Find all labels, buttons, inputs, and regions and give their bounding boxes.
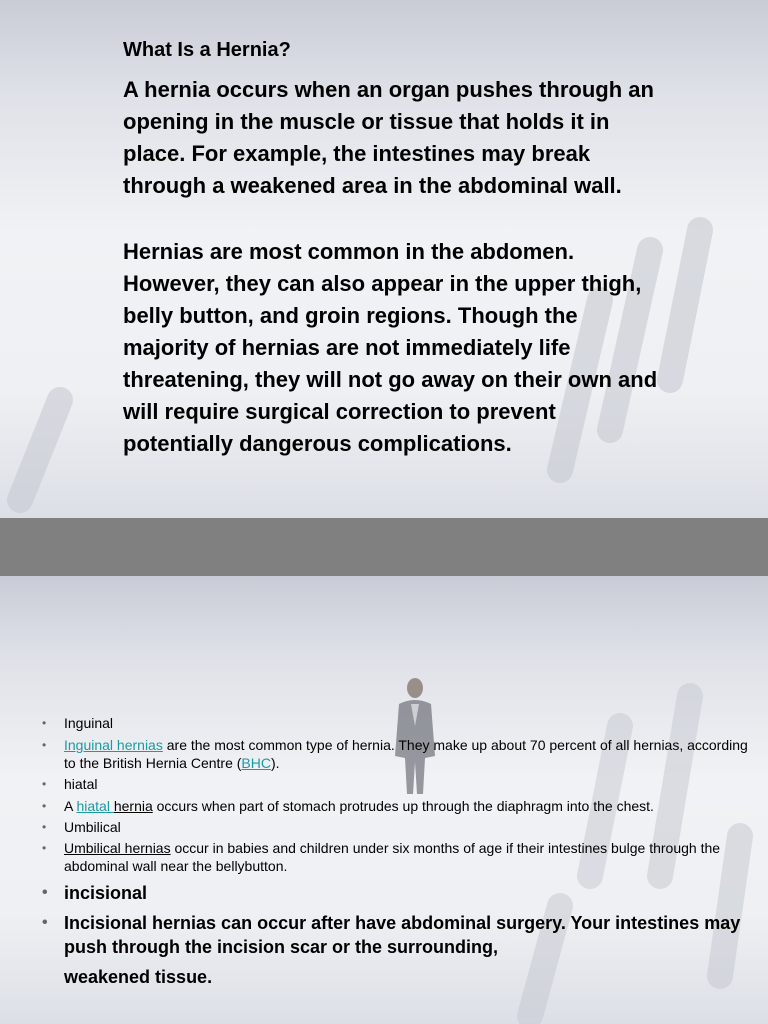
umbilical-hernias-underlined-text: Umbilical hernias [64,840,171,856]
list-item-text: ). [270,755,280,771]
list-item-text: are the most common type of hernia. They make up about 70 percent of all hernias, according to the British Hernia Centre ( [64,737,748,771]
bullet-icon: • [42,820,47,834]
list-item [40,881,752,905]
bullet-icon: • [42,716,47,730]
list-item [40,714,752,732]
bullet-icon: • [42,841,47,855]
list-item-text: Inguinal [64,715,114,731]
slide-separator [0,518,768,576]
bullet-icon: • [42,799,47,813]
list-item-text: Incisional hernias can occur after have abdominal surgery. Your intestines may push through the incision scar or the surrounding, [64,913,741,957]
list-item-text: occurs when part of stomach protrudes up through the diaphragm into the chest. [152,798,654,814]
list-item [40,911,752,989]
list-item [40,797,752,815]
list-item-text: weakened tissue. [64,967,213,987]
bullet-icon: • [42,777,47,791]
list-item-text: hiatal [64,776,98,792]
slide-2 [0,576,768,1024]
list-item-text: incisional [64,883,148,903]
list-item [40,775,752,793]
paragraph-definition: A hernia occurs when an organ pushes through an opening in the muscle or tissue that holds it in place. For example, the intestines may break through a weakened area in the abdominal wall. [123,77,654,198]
bullet-icon: • [42,914,48,931]
list-item-text: occur in babies and children under six months of age if their intestines bulge through the abdominal wall near the bellybutton. [64,840,721,874]
bullet-icon: • [42,884,48,901]
hernia-types-list [40,714,752,989]
hiatal-link[interactable]: hiatal [76,798,114,814]
list-item-text: A [64,798,77,814]
list-item-text: Umbilical [64,819,121,835]
bhc-link[interactable]: BHC [241,755,271,771]
list-item [40,736,752,772]
inguinal-hernias-link[interactable]: Inguinal hernias [64,737,163,753]
bullet-icon: • [42,738,47,752]
slide-title: What Is a Hernia? [123,39,291,61]
list-item [40,839,752,875]
paragraph-locations: Hernias are most common in the abdomen. However, they can also appear in the upper thigh, belly button, and groin regions. Though the majority of hernias are not immediately life threatening, they will not go away on their own and will require surgical correction to prevent potentially dangerous complications. [123,239,658,456]
list-item [40,818,752,836]
hernia-underlined-text: hernia [113,798,153,814]
